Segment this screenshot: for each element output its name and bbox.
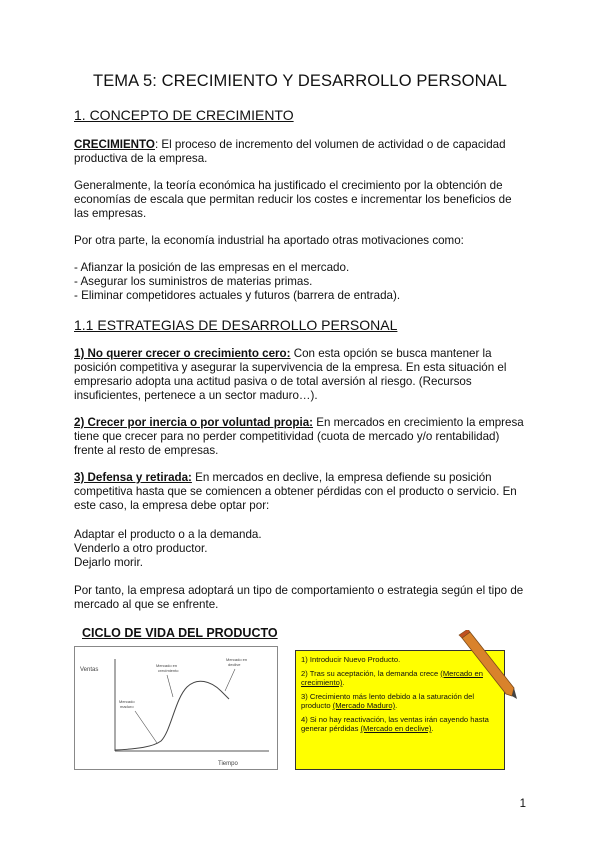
list-item: Adaptar el producto o a la demanda.	[74, 528, 262, 541]
strategy-3-text: En mercados en declive, la empresa defiende su posición competitiva hasta que se comiencen a obtener pérdidas con el producto o servicio. En este caso, la empresa debe optar por:	[74, 471, 517, 512]
lifecycle-curve	[115, 681, 229, 750]
motivations-list	[74, 261, 529, 303]
note-2-text: 2) Tras su aceptación, la demanda crece	[301, 668, 441, 678]
note-2-end: .	[342, 678, 345, 687]
note-4	[301, 715, 499, 734]
strategy-2-lead: 2) Crecer por inercia o por voluntad propia:	[74, 416, 314, 429]
annotation-declive-line2: declive	[228, 662, 241, 667]
strategy-1-lead: 1) No querer crecer o crecimiento cero:	[74, 347, 291, 360]
conclusion-paragraph: Por tanto, la empresa adoptará un tipo de comportamiento o estrategia según el tipo de mercado al que se enfrente.	[74, 584, 524, 611]
strategy-1	[74, 347, 529, 403]
list-item: Dejarlo morir.	[74, 556, 143, 569]
list-item: - Asegurar los suministros de materias primas.	[74, 275, 313, 288]
lifecycle-chart	[74, 646, 278, 770]
arrow-maduro	[135, 711, 157, 743]
annotation-maduro-line2: maduro	[120, 704, 134, 709]
definition-term: CRECIMIENTO	[74, 138, 155, 151]
lifecycle-heading: CICLO DE VIDA DEL PRODUCTO	[82, 626, 278, 640]
annotation-maduro: Mercado	[119, 699, 135, 704]
page-title: TEMA 5: CRECIMIENTO Y DESARROLLO PERSONAL	[93, 72, 507, 90]
strategy-2-text: En mercados en crecimiento la empresa tiene que crecer para no perder competitividad (cuota de mercado y/o rentabilidad) frente al resto de empresas.	[74, 416, 524, 457]
list-item: - Eliminar competidores actuales y futuros (barrera de entrada).	[74, 289, 401, 302]
note-4-market: (Mercado en declive)	[360, 724, 432, 733]
note-3-market: (Mercado Maduro)	[332, 701, 396, 710]
annotation-declive: Mercado en	[226, 657, 248, 662]
section-heading-concepto: 1. CONCEPTO DE CRECIMIENTO	[74, 107, 294, 123]
annotation-crecimiento-line2: crecimiento	[158, 668, 179, 673]
note-1: 1) Introducir Nuevo Producto.	[301, 655, 401, 664]
list-item: Venderlo a otro productor.	[74, 542, 208, 555]
note-2-market: (Mercado en crecimiento)	[301, 668, 483, 687]
section-heading-estrategias: 1.1 ESTRATEGIAS DE DESARROLLO PERSONAL	[74, 317, 398, 333]
strategy-3	[74, 471, 529, 513]
strategy-1-text: Con esta opción se busca mantener la posición competitiva y asegurar la supervivencia de la empresa. En esta situación el empresario adopta una actitud pasiva o de total aversión al riesgo. (Recursos insuficientes, pertenece a un sector maduro…).	[74, 347, 507, 402]
y-axis-label: Ventas	[80, 667, 99, 673]
arrow-crecimiento	[167, 675, 173, 697]
page-number: 1	[519, 798, 526, 810]
note-4-end: .	[431, 724, 434, 733]
definition-paragraph	[74, 138, 529, 166]
strategy-2	[74, 416, 529, 458]
x-axis-label: Tiempo	[218, 761, 238, 767]
options-list	[74, 528, 529, 570]
note-3-text: 3) Crecimiento más lento debido a la saturación del producto	[301, 691, 475, 710]
paragraph-motivaciones: Por otra parte, la economía industrial ha aportado otras motivaciones como:	[74, 234, 464, 247]
lifecycle-chart-svg	[75, 647, 277, 769]
annotation-crecimiento: Mercado en	[156, 663, 178, 668]
note-4-text: 4) Si no hay reactivación, las ventas irán cayendo hasta generar pérdidas	[301, 714, 489, 733]
note-3-end: .	[395, 701, 398, 710]
arrow-declive	[225, 669, 235, 691]
strategy-3-lead: 3) Defensa y retirada:	[74, 471, 192, 484]
definition-text: : El proceso de incremento del volumen de actividad o de capacidad productiva de la empresa.	[74, 138, 506, 165]
paragraph-economias: Generalmente, la teoría económica ha justificado el crecimiento por la obtención de economías de escala que permitan reducir los costes e incrementar los beneficios de las empresas.	[74, 179, 512, 220]
list-item: - Afianzar la posición de las empresas en el mercado.	[74, 261, 350, 274]
pencil-icon	[456, 630, 520, 700]
